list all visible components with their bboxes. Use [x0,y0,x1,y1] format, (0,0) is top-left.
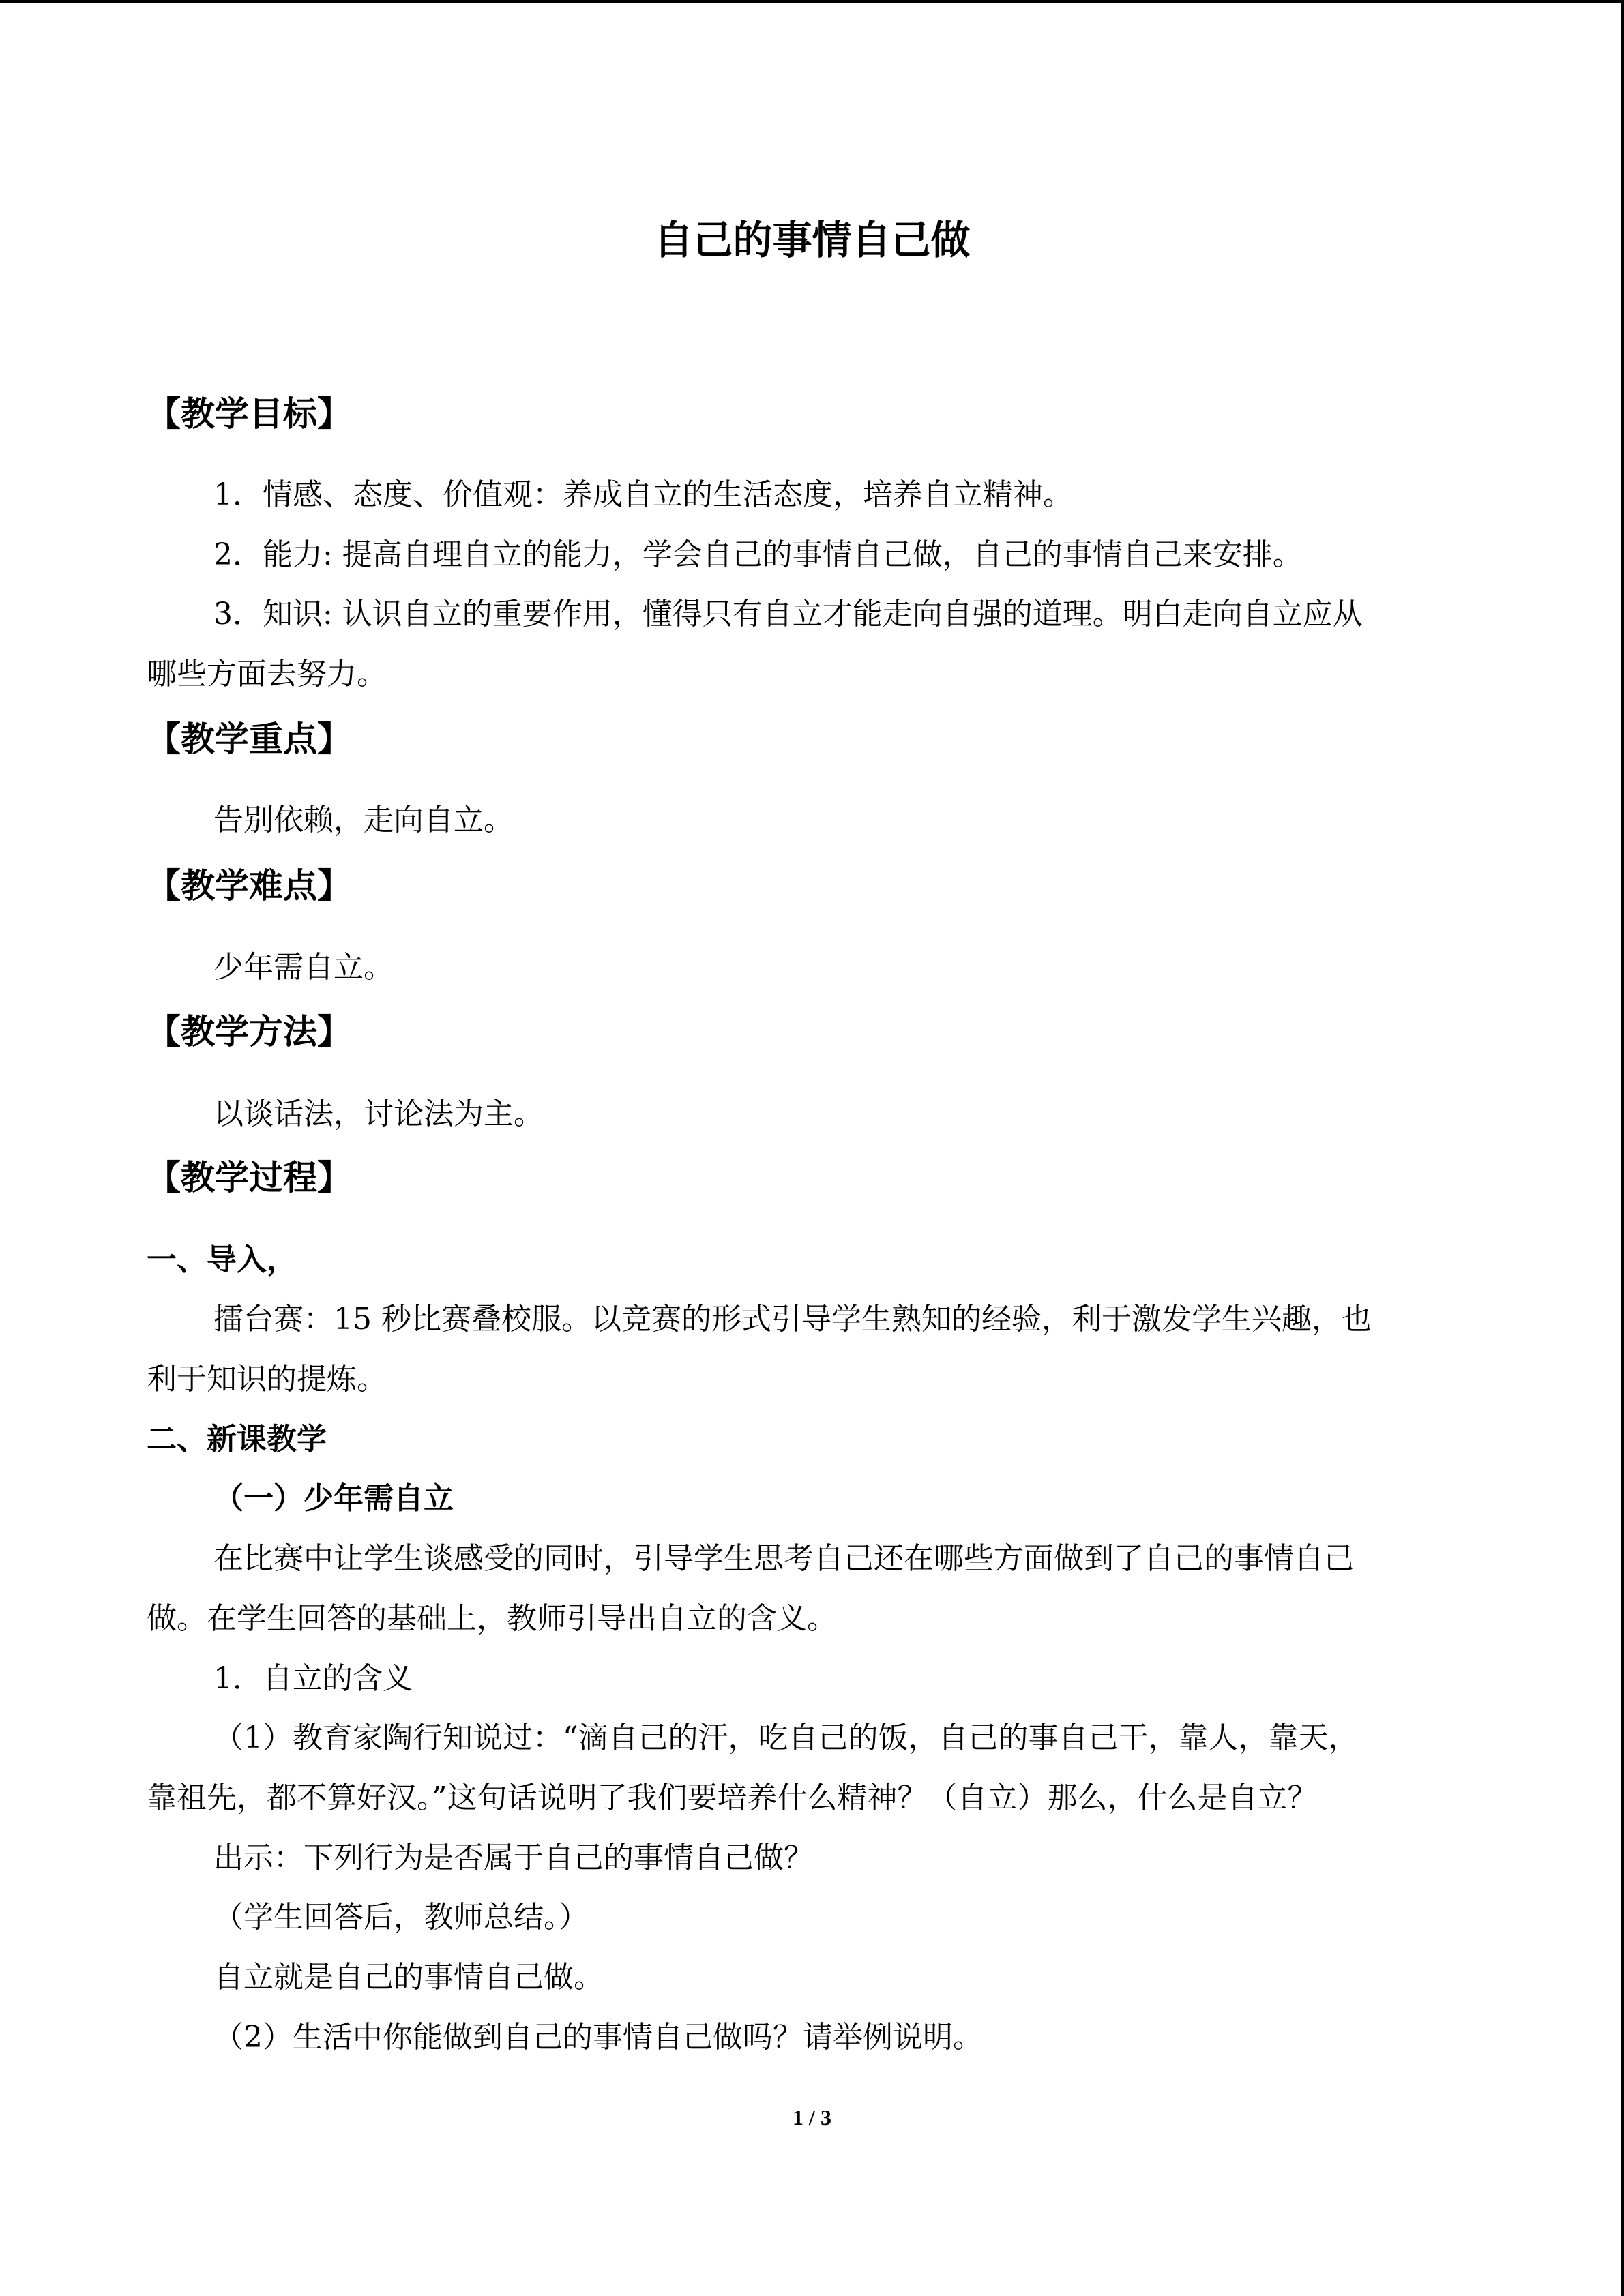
heading-objectives: 【教学目标】 [147,393,351,434]
objective-item-1: 1．情感、态度、价值观：养成自立的生活态度，培养自立精神。 [213,477,1073,512]
page-number: 1 / 3 [793,2105,831,2130]
objective-item-3-continued: 哪些方面去努力。 [147,657,387,691]
part1-line-7: （学生回答后，教师总结。） [213,1900,589,1935]
heading-methods: 【教学方法】 [147,1011,351,1052]
page-border-top [0,0,1624,3]
methods-text: 以谈话法，讨论法为主。 [213,1097,544,1131]
part1-line-9: （2）生活中你能做到自己的事情自己做吗？请举例说明。 [213,2020,983,2055]
objective-item-2: 2．能力: 提高自理自立的能力，学会自己的事情自己做，自己的事情自己来安排。 [213,537,1303,572]
intro-line-2: 利于知识的提炼。 [147,1362,387,1397]
intro-line-1: 擂台赛：15 秒比赛叠校服。以竞赛的形式引导学生熟知的经验，利于激发学生兴趣，也 [213,1302,1372,1337]
difficulties-text: 少年需自立。 [213,950,394,985]
part1-line-2: 做。在学生回答的基础上，教师引导出自立的含义。 [147,1601,837,1636]
key-points-text: 告别依赖，走向自立。 [213,803,514,837]
part1-line-4: （1）教育家陶行知说过：“滴自己的汗，吃自己的饭，自己的事自己干，靠人，靠天， [213,1720,1359,1755]
page-border-right [1621,0,1624,2296]
part1-line-3: 1．自立的含义 [213,1661,413,1696]
heading-difficulties: 【教学难点】 [147,865,351,906]
part1-line-5: 靠祖先，都不算好汉。”这句话说明了我们要培养什么精神？（自立）那么，什么是自立？ [147,1780,1318,1815]
document-title: 自己的事情自己做 [653,217,971,263]
heading-process: 【教学过程】 [147,1157,351,1197]
part1-line-6: 出示：下列行为是否属于自己的事情自己做？ [213,1840,814,1875]
part1-heading: （一）少年需自立 [213,1481,454,1516]
part1-line-8: 自立就是自己的事情自己做。 [213,1960,604,1995]
heading-key-points: 【教学重点】 [147,719,351,759]
objective-item-3: 3．知识: 认识自立的重要作用，懂得只有自立才能走向自强的道理。明白走向自立应从 [213,597,1363,631]
part1-line-1: 在比赛中让学生谈感受的同时，引导学生思考自己还在哪些方面做到了自己的事情自己 [213,1541,1354,1576]
intro-heading: 一、导入， [147,1242,297,1277]
new-lesson-heading: 二、新课教学 [147,1422,327,1457]
